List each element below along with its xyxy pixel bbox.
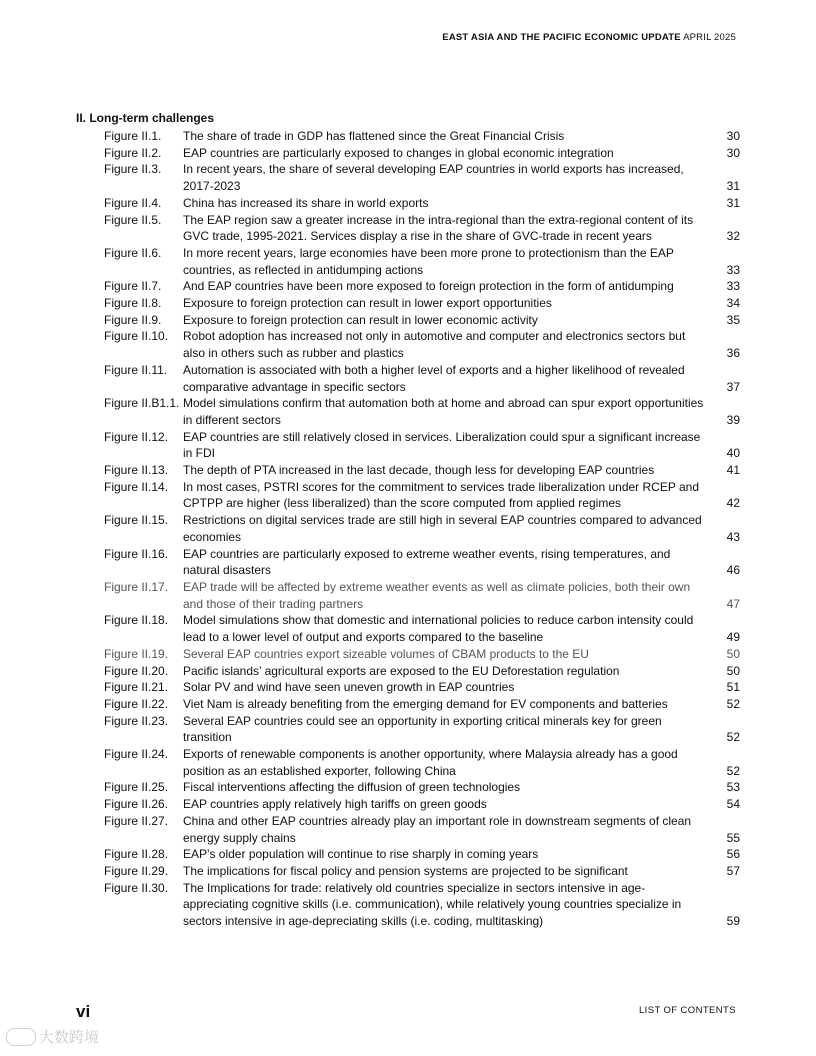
- figure-title: The implications for fiscal policy and pension systems are projected to be significant: [183, 863, 628, 878]
- figure-page-number: 30: [726, 145, 740, 160]
- figure-title: EAP countries apply relatively high tariffs on green goods: [183, 797, 487, 812]
- figure-number: Figure II.15.: [104, 513, 169, 528]
- list-item: [104, 813, 740, 846]
- figure-title: The EAP region saw a greater increase in the intra-regional than the extra-regional content of its GVC trade, 1995-2021. Services display a rise in the share of GVC-trade in recent years: [183, 212, 694, 244]
- figure-title: The depth of PTA increased in the last decade, though less for developing EAP countries: [183, 463, 655, 478]
- list-item: [104, 195, 740, 212]
- list-item: [104, 212, 740, 245]
- list-item: [104, 312, 740, 329]
- figure-title: Several EAP countries could see an opportunity in exporting critical minerals key for green transition: [183, 713, 662, 745]
- figure-page-number: 50: [726, 646, 740, 661]
- figure-number: Figure II.9.: [104, 312, 162, 327]
- list-item: [104, 679, 740, 696]
- list-item: [104, 779, 740, 796]
- figure-title: EAP countries are still relatively closed in services. Liberalization could spur a significant increase in FDI: [183, 429, 701, 461]
- figure-title: EAP trade will be affected by extreme weather events as well as climate policies, both their own and those of their trading partners: [183, 579, 691, 611]
- page-folio: vi: [76, 1002, 91, 1021]
- figure-number: Figure II.20.: [104, 663, 169, 678]
- list-item: [104, 846, 740, 863]
- watermark-text: 大数跨境: [39, 1029, 100, 1046]
- figure-page-number: 50: [726, 663, 740, 678]
- figure-title: Model simulations show that domestic and international policies to reduce carbon intensity could lead to a lower level of output and exports compared to the baseline: [183, 613, 694, 645]
- publication-date: APRIL 2025: [683, 32, 736, 43]
- figure-title: EAP countries are particularly exposed to extreme weather events, rising temperatures, and natural disasters: [183, 546, 671, 578]
- figure-title: Fiscal interventions affecting the diffusion of green technologies: [183, 780, 521, 795]
- list-item: [104, 479, 740, 512]
- list-item: [104, 462, 740, 479]
- figure-number: Figure II.30.: [104, 880, 169, 895]
- list-item: [104, 696, 740, 713]
- figure-title: Exposure to foreign protection can result in lower export opportunities: [183, 296, 552, 311]
- figure-number: Figure II.12.: [104, 429, 169, 444]
- figure-list: [104, 128, 740, 930]
- figure-page-number: 52: [726, 730, 740, 745]
- figure-number: Figure II.1.: [104, 129, 162, 143]
- figure-page-number: 32: [726, 229, 740, 244]
- figure-number: Figure II.24.: [104, 747, 169, 762]
- figure-title: In recent years, the share of several developing EAP countries in world exports has increased, 2017-2023: [183, 162, 684, 194]
- section-title: II. Long-term challenges: [76, 111, 215, 125]
- list-item: [104, 880, 740, 930]
- figure-number: Figure II.2.: [104, 145, 162, 160]
- figure-page-number: 54: [726, 797, 740, 812]
- figure-number: Figure II.11.: [104, 362, 168, 377]
- figure-page-number: 46: [726, 563, 740, 578]
- list-item: [104, 612, 740, 645]
- figure-title: Exports of renewable components is another opportunity, where Malaysia already has a good position as an established exporter, following China: [183, 747, 678, 778]
- figure-page-number: 34: [726, 296, 740, 311]
- figure-title: EAP countries are particularly exposed to changes in global economic integration: [183, 145, 614, 160]
- list-item: [104, 145, 740, 162]
- list-item: [104, 512, 740, 545]
- figure-page-number: 55: [726, 830, 740, 845]
- footer-section-label: LIST OF CONTENTS: [638, 1005, 736, 1016]
- figure-title: Restrictions on digital services trade are still high in several EAP countries compared to advanced economies: [183, 513, 702, 544]
- figure-title: In most cases, PSTRI scores for the commitment to services trade liberalization under RCEP and CPTPP are higher (less liberalized) than the score computed from applied regimes: [183, 479, 699, 511]
- figure-number: Figure II.29.: [104, 863, 169, 878]
- figure-page-number: 56: [726, 847, 740, 862]
- figure-title: Automation is associated with both a higher level of exports and a higher likelihood of revealed comparative advantage in specific sectors: [183, 362, 685, 394]
- figure-number: Figure II.23.: [104, 713, 169, 728]
- figure-page-number: 53: [726, 780, 740, 795]
- list-item: [104, 245, 740, 278]
- figure-number: Figure II.18.: [104, 613, 169, 628]
- list-item: [104, 713, 740, 746]
- list-item: [104, 362, 740, 395]
- figure-page-number: 36: [726, 346, 740, 361]
- list-item: [104, 746, 740, 779]
- figure-number: Figure II.4.: [104, 195, 162, 210]
- list-item: [104, 395, 740, 428]
- list-item: [104, 796, 740, 813]
- figure-number: Figure II.6.: [104, 245, 162, 260]
- figure-page-number: 57: [726, 863, 740, 878]
- figure-number: Figure II.17.: [104, 579, 169, 594]
- watermark: [6, 1026, 99, 1047]
- figure-page-number: 52: [726, 763, 740, 778]
- figure-title: Solar PV and wind have seen uneven growth in EAP countries: [183, 680, 515, 695]
- figure-title: Model simulations confirm that automation both at home and abroad can spur export opportunities in different sectors: [183, 396, 704, 427]
- figure-number: Figure II.14.: [104, 479, 169, 494]
- figure-title: And EAP countries have been more exposed to foreign protection in the form of antidumping: [183, 279, 674, 294]
- figure-title: Exposure to foreign protection can result in lower economic activity: [183, 312, 538, 327]
- figure-page-number: 43: [726, 529, 740, 544]
- figure-page-number: 33: [726, 262, 740, 277]
- running-header: [442, 32, 736, 43]
- list-item: [104, 663, 740, 680]
- figure-number: Figure II.5.: [104, 212, 162, 227]
- figure-number: Figure II.7.: [104, 279, 162, 294]
- figure-page-number: 41: [726, 463, 740, 478]
- figure-title: Viet Nam is already benefiting from the emerging demand for EV components and batteries: [183, 696, 668, 711]
- figure-title: Pacific islands’ agricultural exports are exposed to the EU Deforestation regulation: [183, 663, 620, 678]
- list-item: [104, 863, 740, 880]
- figure-number: Figure II.28.: [104, 847, 169, 862]
- figure-page-number: 33: [726, 279, 740, 294]
- figure-page-number: 35: [726, 312, 740, 327]
- figure-page-number: 42: [726, 496, 740, 511]
- figure-number: Figure II.13.: [104, 463, 169, 478]
- figure-number: Figure II.22.: [104, 696, 169, 711]
- figure-title: Robot adoption has increased not only in automotive and computer and electronics sectors but also in others such as rubber and plastics: [183, 329, 686, 361]
- figure-title: Several EAP countries export sizeable volumes of CBAM products to the EU: [183, 646, 589, 661]
- figure-number: Figure II.B1.1.: [104, 396, 180, 411]
- figure-page-number: 52: [726, 696, 740, 711]
- list-item: [104, 161, 740, 194]
- list-item: [104, 646, 740, 663]
- figure-number: Figure II.21.: [104, 680, 169, 695]
- list-item: [104, 295, 740, 312]
- figure-page-number: 30: [726, 129, 740, 143]
- figure-number: Figure II.26.: [104, 797, 169, 812]
- figure-page-number: 51: [726, 680, 740, 695]
- figure-page-number: 31: [726, 179, 740, 194]
- figure-number: Figure II.27.: [104, 813, 169, 828]
- figure-number: Figure II.3.: [104, 162, 162, 177]
- figure-page-number: 31: [726, 195, 740, 210]
- list-item: [104, 328, 740, 361]
- watermark-logo-icon: [6, 1028, 36, 1046]
- list-item: [104, 579, 740, 612]
- figure-page-number: 47: [726, 596, 740, 611]
- figure-number: Figure II.10.: [104, 329, 169, 344]
- list-item: [104, 278, 740, 295]
- figure-number: Figure II.16.: [104, 546, 169, 561]
- list-item: [104, 429, 740, 462]
- figure-page-number: 37: [726, 379, 740, 394]
- figure-number: Figure II.8.: [104, 296, 162, 311]
- figure-title: China and other EAP countries already play an important role in downstream segments of clean energy supply chains: [183, 813, 692, 845]
- figure-page-number: 39: [726, 412, 740, 427]
- figure-page-number: 40: [726, 446, 740, 461]
- figure-title: In more recent years, large economies have been more prone to protectionism than the EAP countries, as reflected in antidumping actions: [183, 245, 674, 277]
- figure-title: The Implications for trade: relatively old countries specialize in sectors intensive in age-appreciating cognitive skills (i.e. communication), while relatively young countries specialize in sectors intensive in age-depreciating skills (i.e. coding, multitasking): [183, 880, 682, 929]
- figure-title: EAP’s older population will continue to rise sharply in coming years: [183, 847, 539, 862]
- list-item: [104, 546, 740, 579]
- publication-title: EAST ASIA AND THE PACIFIC ECONOMIC UPDATE: [442, 32, 681, 43]
- figure-title: China has increased its share in world exports: [183, 195, 429, 210]
- figure-page-number: 49: [726, 630, 740, 645]
- figure-number: Figure II.25.: [104, 780, 169, 795]
- figure-title: The share of trade in GDP has flattened since the Great Financial Crisis: [183, 129, 565, 143]
- figure-number: Figure II.19.: [104, 646, 169, 661]
- list-item: [104, 128, 740, 145]
- figure-page-number: 59: [726, 914, 740, 929]
